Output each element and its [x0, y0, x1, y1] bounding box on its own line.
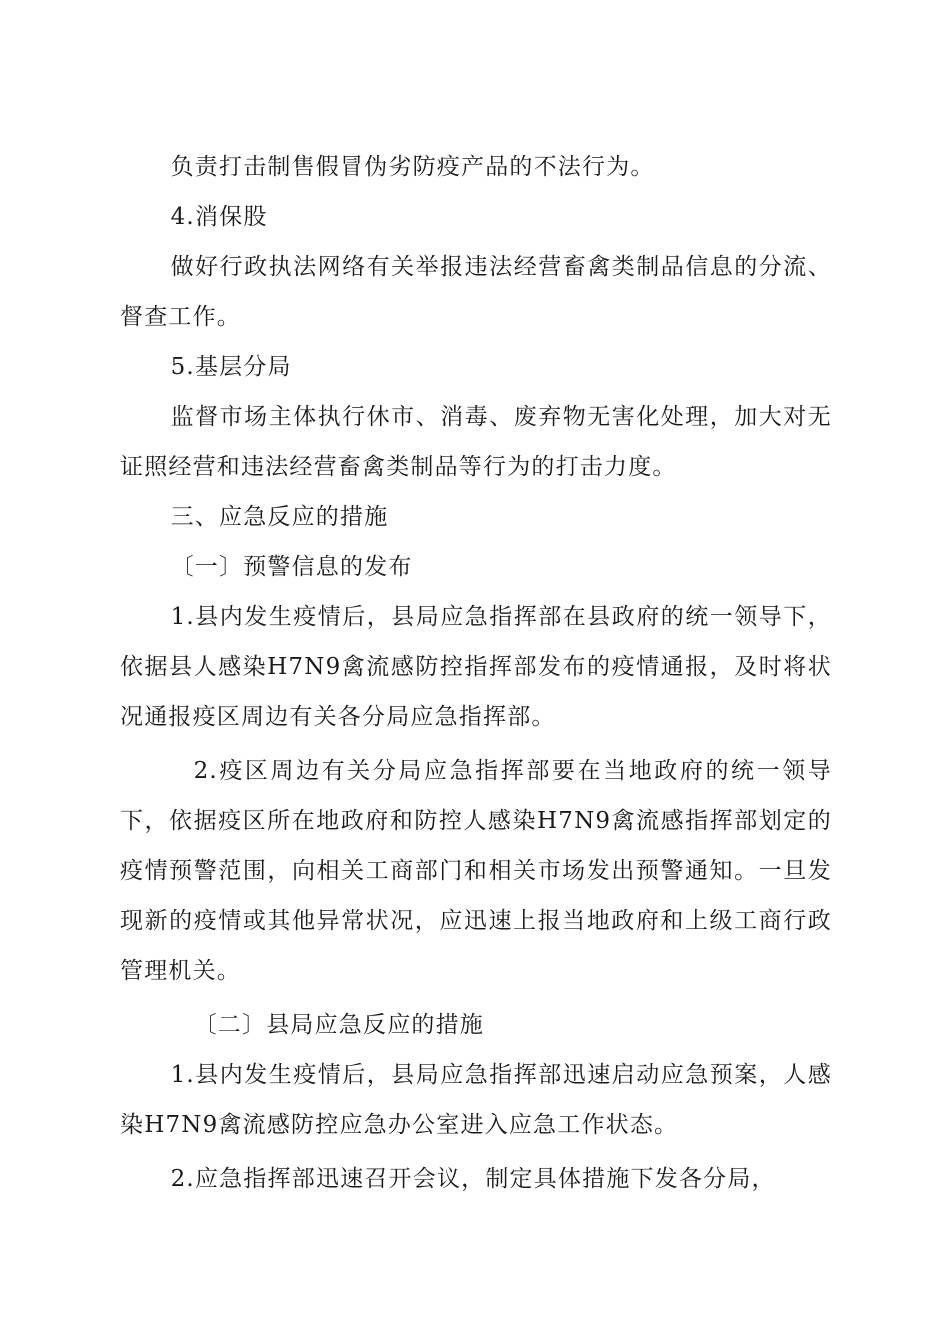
paragraph-warning-item-1: 1.县内发生疫情后，县局应急指挥部在县政府的统一领导下，依据县人感染H7N9禽流感防控指挥部发布的疫情通报，及时将状况通报疫区周边有关各分局应急指挥部。 [120, 604, 832, 730]
paragraph-response-item-1: 1.县内发生疫情后，县局应急指挥部迅速启动应急预案，人感染H7N9禽流感防控应急办公室进入应急工作状态。 [120, 1062, 832, 1138]
paragraph-response-item-2: 2.应急指挥部迅速召开会议，制定具体措施下发各分局， [170, 1166, 776, 1192]
heading-grassroots-branch: 5.基层分局 [170, 354, 292, 380]
paragraph-duty-counterfeit: 负责打击制售假冒伪劣防疫产品的不法行为。 [170, 154, 655, 180]
heading-consumer-protection: 4.消保股 [170, 204, 268, 230]
section-heading-emergency-measures: 三、应急反应的措施 [170, 504, 389, 530]
subsection-heading-county-response: 〔二〕县局应急反应的措施 [193, 1012, 484, 1038]
paragraph-warning-item-2: 2.疫区周边有关分局应急指挥部要在当地政府的统一领导下，依据疫区所在地政府和防控人感染H7N9禽流感指挥部划定的疫情预警范围，向相关工商部门和相关市场发出预警通知。一旦发现新的疫情或其他异常状况，应迅速上报当地政府和上级工商行政管理机关。 [120, 758, 832, 984]
paragraph-consumer-protection: 做好行政执法网络有关举报违法经营畜禽类制品信息的分流、督查工作。 [120, 254, 832, 330]
subsection-heading-warning-release: 〔一〕预警信息的发布 [170, 554, 413, 580]
document-body [120, 142, 832, 1204]
paragraph-grassroots-branch: 监督市场主体执行休市、消毒、废弃物无害化处理，加大对无证照经营和违法经营畜禽类制品等行为的打击力度。 [120, 404, 832, 480]
